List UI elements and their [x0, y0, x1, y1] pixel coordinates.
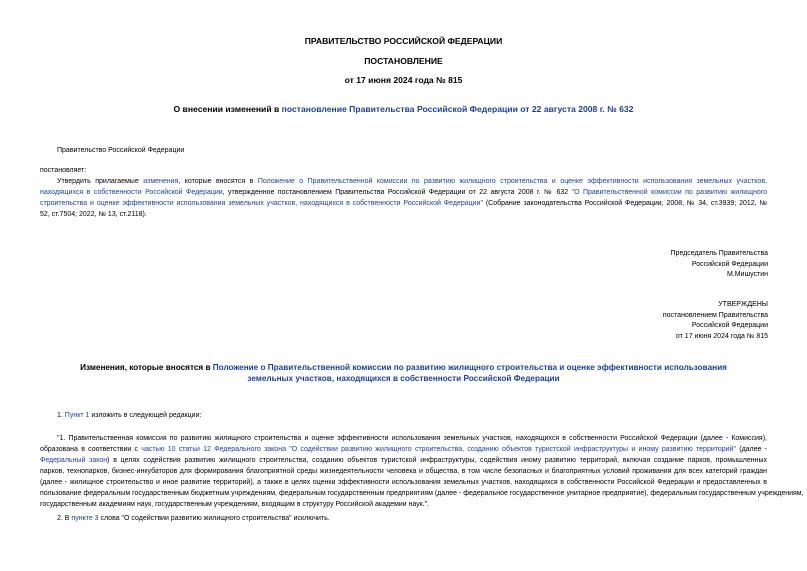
quote-line-3: [40, 455, 767, 466]
doc-type-heading: ПОСТАНОВЛЕНИЕ: [364, 56, 443, 66]
approved-country: Российской Федерации: [691, 322, 768, 330]
changes-title: [40, 362, 767, 384]
quote-line-7: государственным академиям наук, государственным учреждениям, входящим в структуру Российской академии наук.".: [40, 501, 430, 508]
signature-name: М.Мишустин: [726, 271, 768, 279]
signature-block: [671, 249, 768, 281]
signature-country: Российской Федерации: [691, 260, 768, 268]
quote-line-1: "1. Правительственная комиссия по развитию жилищного строительства и оценке эффективности использования земельных участков, находящихся в собственности Российской Федерации (далее - Комиссия),: [57, 435, 767, 442]
resolution-link-cont[interactable]: строительства и оценке эффективности использования земельных участков, находящихся в собственности Российской Федерации": [40, 200, 483, 207]
approve-line-2: [40, 187, 767, 198]
item-1-number: 1.: [57, 412, 65, 419]
quote-text: ) в целях содействия развитию жилищного строительства, созданию объектов туристской инфраструктуры, содействия иному развитию территорий, включая создание парков, промышленных: [107, 457, 767, 464]
approve-line-1: [40, 176, 767, 187]
title-link[interactable]: постановление Правительства Российской Федерации от 22 августа 2008 г. № 632: [281, 104, 634, 114]
approve-line-4: 52, ст.7504; 2022, № 13, ст.2118).: [40, 211, 147, 218]
changes-title-prefix: Изменения, которые вносятся в: [80, 363, 213, 372]
regulation-link-cont[interactable]: находящихся в собственности Российской Федерации: [40, 189, 223, 196]
signature-position: Председатель Правительства: [670, 250, 768, 257]
approved-by: постановлением Правительства: [662, 311, 768, 319]
quote-line-2: [40, 444, 767, 455]
changes-link[interactable]: изменения: [143, 178, 179, 185]
item-2: [57, 514, 330, 525]
decrees-line: постановляет:: [40, 167, 87, 174]
item-2-text: слова "О содействии развитию жилищного строительства" исключить.: [98, 515, 330, 522]
approve-line-3: [40, 198, 767, 209]
quote-line-4: парков, технопарков, бизнес-инкубаторов для формирования благоприятной среды жизнедеятельности человека и общества, в том числе безопасных и благоприятных условий проживания для всех категорий граждан: [40, 468, 767, 475]
federal-law-link[interactable]: Федеральный закон: [40, 457, 108, 464]
resolution-link[interactable]: "О Правительственной комиссии по развитию жилищного: [571, 189, 767, 196]
approved-heading: УТВЕРЖДЕНЫ: [718, 301, 768, 308]
approve-text: (Собрание законодательства Российской Федерации, 2008, № 34, ст.3939; 2012, №: [482, 200, 767, 207]
changes-title-link[interactable]: Положение о Правительственной комиссии по развитию жилищного строительства и оценке эффективности использования: [212, 363, 727, 372]
approved-date: от 17 июня 2024 года № 815: [675, 333, 768, 341]
regulation-link[interactable]: Положение о Правительственной комиссии по развитию жилищного строительства и оценке эффективности использования земельных участков,: [257, 178, 767, 185]
quote-text: (далее -: [735, 446, 768, 453]
government-heading: ПРАВИТЕЛЬСТВО РОССИЙСКОЙ ФЕДЕРАЦИИ: [304, 36, 503, 46]
approve-text: Утвердить прилагаемые: [57, 178, 144, 185]
approved-block: [663, 300, 768, 343]
government-line: Правительство Российской Федерации: [57, 147, 185, 154]
approve-text: , которые вносятся в: [178, 178, 258, 185]
quote-text: образована в соответствии с: [40, 446, 142, 453]
date-number-heading: от 17 июня 2024 года № 815: [344, 75, 463, 85]
quoted-paragraph: [40, 433, 804, 510]
law-article-link[interactable]: частью 10 статьи 12 Федерального закона "О содействии развитию жилищного строительства, созданию объектов туристской инфраструктуры и иному развитию территорий": [141, 446, 736, 453]
document-title: [0, 104, 807, 115]
item-1-text: изложить в следующей редакции:: [89, 412, 202, 419]
approve-paragraph: [40, 176, 767, 220]
item-1-link[interactable]: Пункт 1: [64, 412, 90, 419]
approve-text: , утвержденное постановлением Правительства Российской Федерации от 22 августа 2008 г. № 632: [222, 189, 572, 196]
quote-line-6: пользование федеральным государственным бюджетным учреждениям, федеральным государственным предприятиям (далее - федеральное государственное унитарное предприятие), федеральным государственным учреждениям,: [40, 490, 804, 497]
item-2-link[interactable]: пункте 3: [71, 515, 99, 522]
quote-line-5: (далее - жилищное строительство и иное развитие территорий), а также в целях оценки эффективности использования земельных участков, находящихся в собственности Российской Федерации и предоставленных в: [40, 479, 767, 486]
changes-title-link-cont[interactable]: земельных участков, находящихся в собственности Российской Федерации: [247, 374, 560, 383]
item-2-number: 2. В: [57, 515, 72, 522]
item-1: [57, 411, 201, 422]
title-prefix: О внесении изменений в: [173, 104, 282, 114]
